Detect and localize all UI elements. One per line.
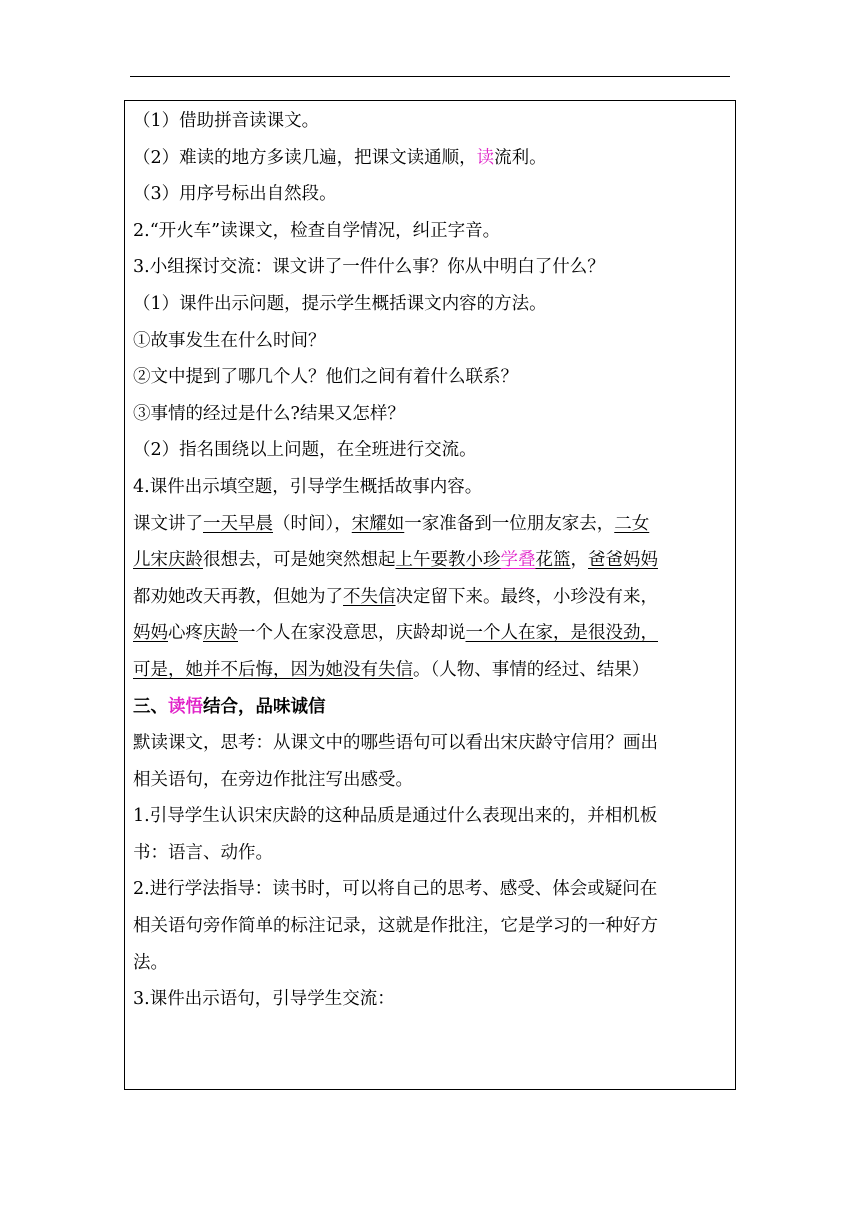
text-span: ①故事发生在什么时间？	[133, 330, 326, 351]
text-span: （时间），	[273, 513, 352, 534]
text-line	[133, 140, 729, 177]
text-line	[133, 103, 729, 140]
text-span: 一家准备到一位朋友家去，	[404, 513, 615, 534]
text-line	[133, 798, 729, 835]
underlined-answer: 妈妈	[133, 623, 168, 644]
section-heading	[133, 689, 729, 726]
text-span: ②文中提到了哪几个人？他们之间有着什么联系？	[133, 367, 518, 388]
text-span: 三、	[133, 696, 168, 717]
text-line	[133, 396, 729, 433]
underlined-answer: 不失信	[343, 586, 396, 607]
header-rule	[130, 76, 730, 77]
underlined-answer: 宋耀如	[351, 513, 405, 534]
underlined-answer: 花篮	[535, 550, 571, 571]
text-span: 默读课文，思考：从课文中的哪些语句可以看出宋庆龄守信用？画出	[133, 733, 658, 754]
text-span: 2.“开火车”读课文，检查自学情况，纠正字音。	[133, 220, 501, 241]
text-line	[133, 506, 729, 543]
text-span: 相关语句，在旁边作批注写出感受。	[133, 769, 413, 790]
highlighted-text: 读	[476, 147, 495, 168]
text-span: 相关语句旁作简单的标注记录，这就是作批注，它是学习的一种好方	[133, 916, 658, 937]
text-span: （2）指名围绕以上问题，在全班进行交流。	[133, 440, 477, 461]
text-line	[133, 908, 729, 945]
text-span: 3.课件出示语句，引导学生交流：	[133, 989, 395, 1010]
text-span: 3.小组探讨交流：课文讲了一件什么事？你从中明白了什么？	[133, 257, 605, 278]
underlined-answer: 一天早晨	[203, 513, 273, 534]
text-line	[133, 871, 729, 908]
text-span: 书：语言、动作。	[133, 842, 273, 863]
lesson-plan-cell	[124, 100, 736, 1090]
text-span: 都劝她改天再教，但她为了	[133, 586, 343, 607]
text-span: 课文讲了	[133, 513, 203, 534]
underlined-answer: 学叠	[500, 550, 536, 571]
text-line	[133, 579, 729, 616]
text-span: 4.课件出示填空题，引导学生概括故事内容。	[133, 476, 483, 497]
underlined-answer: 一个人在家，是很没劲，	[465, 623, 658, 644]
text-line	[133, 469, 729, 506]
text-span: 2.进行学法指导：读书时，可以将自己的思考、感受、体会或疑问在	[133, 879, 658, 900]
text-span: （1）课件出示问题，提示学生概括课文内容的方法。	[133, 293, 547, 314]
text-line	[133, 286, 729, 323]
text-span: （1）借助拼音读课文。	[133, 111, 320, 131]
underlined-answer: 庆龄	[203, 623, 238, 644]
text-span: 决定留下来。最终，小珍没有来，	[395, 586, 658, 607]
text-span: ，	[570, 550, 588, 571]
text-line	[133, 213, 729, 250]
underlined-answer: 可是，她并不后悔，因为她没有失信	[133, 659, 413, 680]
text-line	[133, 359, 729, 396]
text-line	[133, 981, 729, 1018]
text-line	[133, 615, 729, 652]
text-span: 一个人在家没意思，庆龄却说	[238, 623, 466, 644]
underlined-answer: 二女	[614, 513, 650, 534]
text-span: 结合，品味诚信	[203, 696, 326, 717]
underlined-answer: 上午要教小珍	[395, 550, 501, 571]
text-span: 1.引导学生认识宋庆龄的这种品质是通过什么表现出来的，并相机板	[133, 806, 658, 827]
text-span: 。（人物、事情的经过、结果）	[413, 659, 650, 680]
text-line	[133, 249, 729, 286]
text-span: 法。	[133, 952, 168, 973]
text-line	[133, 323, 729, 360]
text-line	[133, 176, 729, 213]
text-span: 很想去，可是她突然想起	[203, 550, 396, 571]
text-line	[133, 542, 729, 579]
text-line	[133, 725, 729, 762]
text-span: 流利。	[494, 147, 547, 168]
text-line	[133, 835, 729, 872]
text-line	[133, 432, 729, 469]
text-span: （2）难读的地方多读几遍，把课文读通顺，	[133, 147, 477, 168]
text-line	[133, 652, 729, 689]
underlined-answer: 爸爸妈妈	[588, 550, 658, 571]
underlined-answer: 儿宋庆龄	[133, 550, 203, 571]
text-line	[133, 762, 729, 799]
lesson-text	[133, 103, 729, 1018]
highlighted-text: 读悟	[168, 696, 203, 717]
text-span: （3）用序号标出自然段。	[133, 184, 337, 205]
text-line	[133, 945, 729, 982]
text-span: ③事情的经过是什么?结果又怎样？	[133, 403, 405, 424]
text-span: 心疼	[168, 623, 203, 644]
